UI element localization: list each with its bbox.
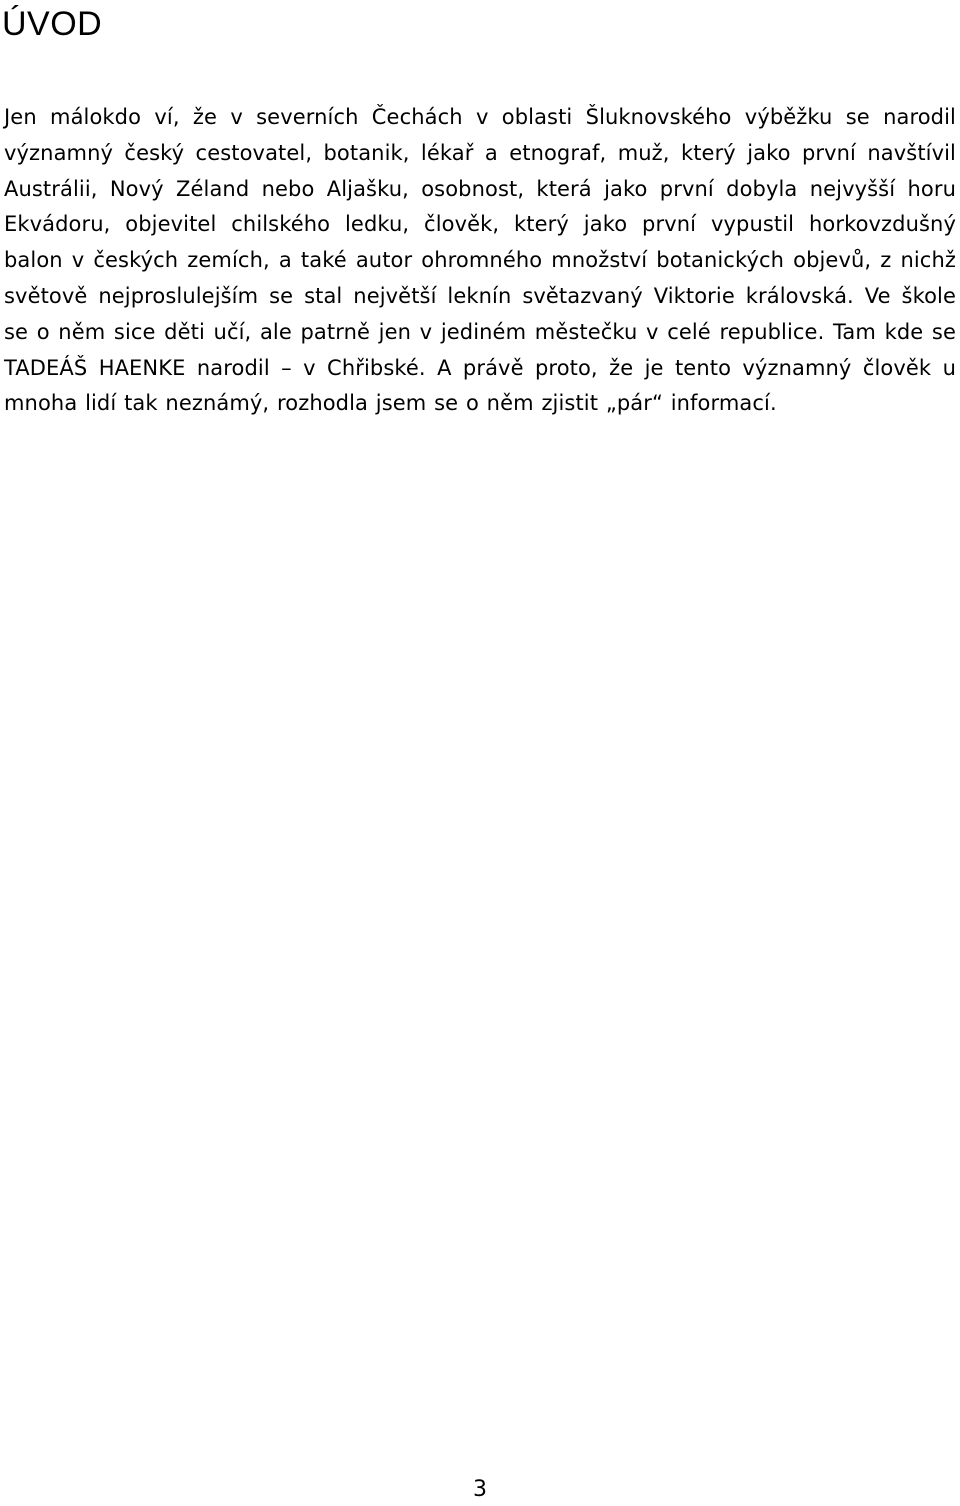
page-number: 3 — [473, 1477, 487, 1502]
page-heading: ÚVOD — [2, 5, 103, 43]
intro-paragraph: Jen málokdo ví, že v severních Čechách v oblasti Šluknovského výběžku se narodil významný český cestovatel, botanik, lékař a etnograf, muž, který jako první navštívil Austrálii, Nový Zéland nebo Aljašku, osobnost, která jako první dobyla nejvyšší horu Ekvádoru, objevitel chilského ledku, člověk, který jako první vypustil horkovzdušný balon v českých zemích, a také autor ohromného množství botanických objevů, z nichž světově nejproslulejším se stal největší leknín světazvaný Viktorie královská. Ve škole se o něm sice děti učí, ale patrně jen v jediném městečku v celé republice. Tam kde se TADEÁŠ HAENKE narodil – v Chřibské. A právě proto, že je tento významný člověk u mnoha lidí tak neznámý, rozhodla jsem se o něm zjistit „pár“ informací. — [4, 105, 956, 416]
